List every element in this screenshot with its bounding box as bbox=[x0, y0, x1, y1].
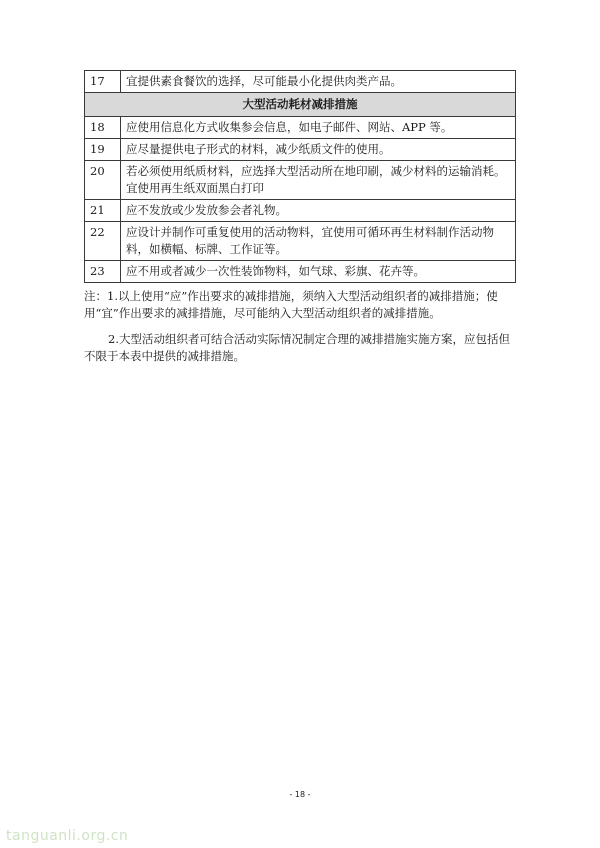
note-2: 2.大型活动组织者可结合活动实际情况制定合理的减排措施实施方案，应包括但不限于本表中提供的减排措施。 bbox=[84, 332, 510, 363]
row-text: 若必须使用纸质材料，应选择大型活动所在地印刷，减少材料的运输消耗。宜使用再生纸双面黑白打印 bbox=[121, 161, 516, 200]
table-row bbox=[85, 222, 516, 261]
row-number: 17 bbox=[85, 71, 121, 93]
row-text: 应不用或者减少一次性装饰物料，如气球、彩旗、花卉等。 bbox=[121, 261, 516, 283]
table-row bbox=[85, 117, 516, 139]
table-row bbox=[85, 161, 516, 200]
watermark: tanguanli.org.cn bbox=[6, 828, 129, 844]
row-text: 宜提供素食餐饮的选择，尽可能最小化提供肉类产品。 bbox=[121, 71, 516, 93]
row-text: 应使用信息化方式收集参会信息，如电子邮件、网站、APP 等。 bbox=[121, 117, 516, 139]
note-1: 注：1.以上使用“应”作出要求的减排措施，须纳入大型活动组织者的减排措施；使用“宜”作出要求的减排措施，尽可能纳入大型活动组织者的减排措施。 bbox=[84, 289, 498, 320]
row-number: 18 bbox=[85, 117, 121, 139]
row-number: 23 bbox=[85, 261, 121, 283]
table-row bbox=[85, 71, 516, 93]
notes-section bbox=[84, 288, 516, 365]
section-header-row bbox=[85, 93, 516, 117]
section-title: 大型活动耗材减排措施 bbox=[85, 93, 516, 117]
row-number: 21 bbox=[85, 200, 121, 222]
row-text: 应尽量提供电子形式的材料，减少纸质文件的使用。 bbox=[121, 139, 516, 161]
row-text: 应不发放或少发放参会者礼物。 bbox=[121, 200, 516, 222]
row-number: 19 bbox=[85, 139, 121, 161]
row-number: 22 bbox=[85, 222, 121, 261]
page-number: - 18 - bbox=[289, 790, 311, 799]
measures-table bbox=[84, 70, 516, 283]
table-row bbox=[85, 139, 516, 161]
row-number: 20 bbox=[85, 161, 121, 200]
row-text: 应设计并制作可重复使用的活动物料，宜使用可循环再生材料制作活动物料，如横幅、标牌、工作证等。 bbox=[121, 222, 516, 261]
table-row bbox=[85, 200, 516, 222]
table-row bbox=[85, 261, 516, 283]
